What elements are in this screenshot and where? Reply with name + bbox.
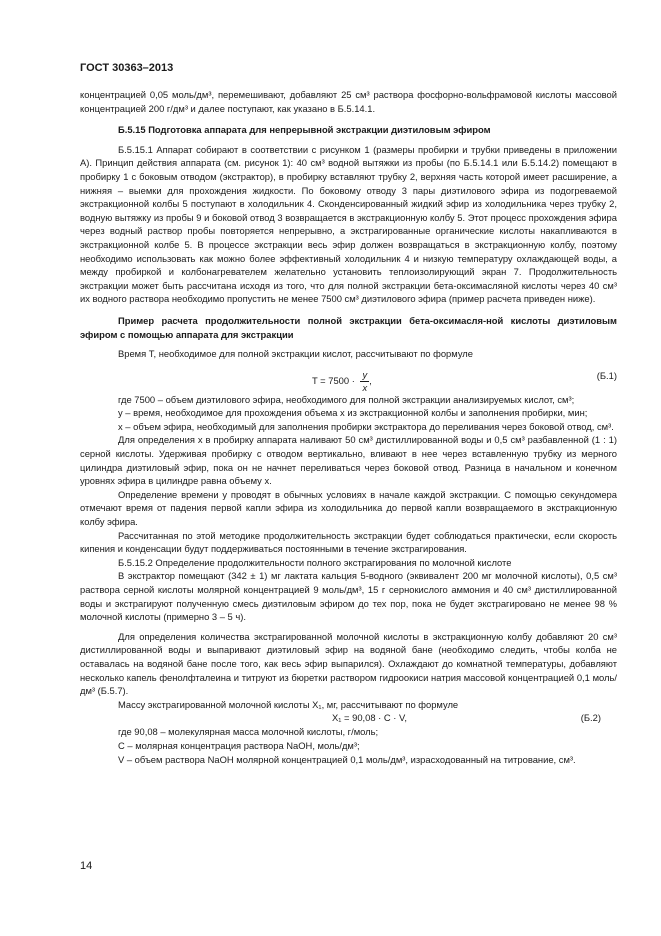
page-number: 14: [80, 860, 93, 872]
formula-tail: ,: [369, 374, 372, 386]
paragraph: Б.5.15.1 Аппарат собирают в соответствии с рисунком 1 (размеры пробирки и трубки приведены в приложении А). Принцип действия аппарата (см. рисунок 1): 40 см³ водной вытяжки из пробы (по Б.5.14.1 или Б.5.14.2) помещают в пробирку 1 с боковым отводом (экстрактор), в пробирку вставляют трубку 2, верхняя часть которой имеет расширение, а нижняя – выемки для прохождения жидкости. По боковому отводу 3 пары диэтилового эфира из подогреваемой экстракционной колбы 5 поступают в холодильник 4. Сконденсированный жидкий эфир из холодильника через трубку 2, водную вытяжку из пробы 9 и боковой отвод 3 возвращается в экстракционную колбу 5. Этот процесс прохождения эфира через водный раствор пробы повторяется непрерывно, а экстрагированные органические кислоты накапливаются в экстракционной колбе 5. В процессе экстракции весь эфир должен возвращаться в экстракционную колбу, поэтому необходимо использовать как можно более эффективный холодильник 4 и низкую температуру охлаждающей воды, а между пробиркой и колбонагревателем желательно установить теплоизолирующий экран 7. Продолжительность экстракции может быть рассчитана исходя из того, что для полной экстракции бета-оксимасляной кислоты через 40 см³ их водного раствора необходимо пропустить не менее 7500 см³ диэтилового эфира (пример расчета приведен ниже).: [80, 143, 617, 305]
formula-expression: [312, 369, 372, 394]
section-heading: Б.5.15 Подготовка аппарата для непрерывной экстракции диэтиловым эфиром: [118, 124, 491, 136]
fraction-denominator: x: [362, 381, 368, 393]
document-body: [80, 88, 617, 766]
paragraph: где 90,08 – молекулярная масса молочной кислоты, г/моль;: [118, 726, 379, 738]
paragraph: Для определения количества экстрагированной молочной кислоты в экстракционную колбу добавляют 20 см³ дистиллированной воды и выпаривают диэтиловый эфир на водяной бане (необходимо следить, чтобы колба не оставалась на водяной бане после того, как весь эфир выпарился). Охлаждают до комнатной температуры, добавляют несколько капель фенолфталеина и титруют из бюретки раствором гидроокиси натрия массовой концентрацией 0,1 моль/дм³ (Б.5.7).: [80, 630, 617, 697]
example-heading: Пример расчета продолжительности полной экстракции бета-оксимасля-ной кислоты диэтиловым эфиром с помощью аппарата для экстракции: [80, 314, 617, 340]
formula-fraction: [360, 369, 369, 394]
paragraph: где 7500 – объем диэтилового эфира, необходимого для полной экстракции анализируемых кислот, см³;: [118, 393, 575, 405]
paragraph: концентрацией 0,05 моль/дм³, перемешивают, добавляют 25 см³ раствора фосфорно-вольфрамовой кислоты массовой концентрацией 200 г/дм³ и далее поступают, как указано в Б.5.14.1.: [80, 89, 617, 114]
formula-number: (Б.1): [596, 369, 617, 381]
paragraph: Определение времени y проводят в обычных условиях в начале каждой экстракции. С помощью секундомера отмечают время от падения первой капли эфира из холодильника до первой капли возвращаемого в экстракционную колбу эфира.: [80, 488, 617, 528]
formula-b2: [80, 711, 617, 725]
document-header: ГОСТ 30363–2013: [80, 62, 174, 74]
formula-number: (Б.2): [580, 712, 601, 724]
paragraph: Массу экстрагированной молочной кислоты X₁, мг, рассчитывают по формуле: [118, 698, 459, 710]
fraction-numerator: y: [362, 368, 368, 380]
paragraph: x – объем эфира, необходимый для заполнения пробирки экстрактора до переливания через боковой отвод, см³.: [118, 420, 614, 432]
paragraph: V – объем раствора NaOH молярной концентрацией 0,1 моль/дм³, израсходованный на титрование, см³.: [118, 753, 576, 765]
formula-expression: X₁ = 90,08 · C · V,: [332, 712, 407, 724]
paragraph: y – время, необходимое для прохождения объема x из экстракционной колбы и заполнения пробирки, мин;: [118, 407, 588, 419]
paragraph: В экстрактор помещают (342 ± 1) мг лактата кальция 5-водного (эквивалент 200 мг молочной кислоты), 0,5 см³ раствора серной кислоты молярной концентрацией 9 моль/дм³, 15 г сернокислого аммония и 40 см³ дистиллированной воды и экстрагируют полученную смесь диэтиловым эфиром до тех пор, пока не будет экстрагировано не менее 98 % молочной кислоты (примерно 3 – 5 ч).: [80, 570, 617, 623]
paragraph: Рассчитанная по этой методике продолжительность экстракции будет соблюдаться практически, если скорость кипения и конденсации будут поддерживаться постоянными в течение экстрагирования.: [80, 529, 617, 555]
paragraph: Время T, необходимое для полной экстракции кислот, рассчитывают по формуле: [118, 348, 473, 360]
paragraph: C – молярная концентрация раствора NaOH, моль/дм³;: [118, 739, 360, 751]
formula-left: T = 7500 ·: [312, 374, 355, 386]
paragraph: Б.5.15.2 Определение продолжительности полного экстрагирования по молочной кислоте: [118, 556, 512, 568]
formula-b1: [80, 363, 617, 391]
paragraph: Для определения x в пробирку аппарата наливают 50 см³ дистиллированной воды и 0,5 см³ разбавленной (1 : 1) серной кислоты. Удерживая пробирку с отводом вертикально, вливают в нее через вставленную трубку из мерного цилиндра диэтиловый эфир, пока он не начнет переливаться через боковой отвод. Разница в начальном и конечном уровнях эфира в цилиндре равна объему x.: [80, 434, 617, 487]
